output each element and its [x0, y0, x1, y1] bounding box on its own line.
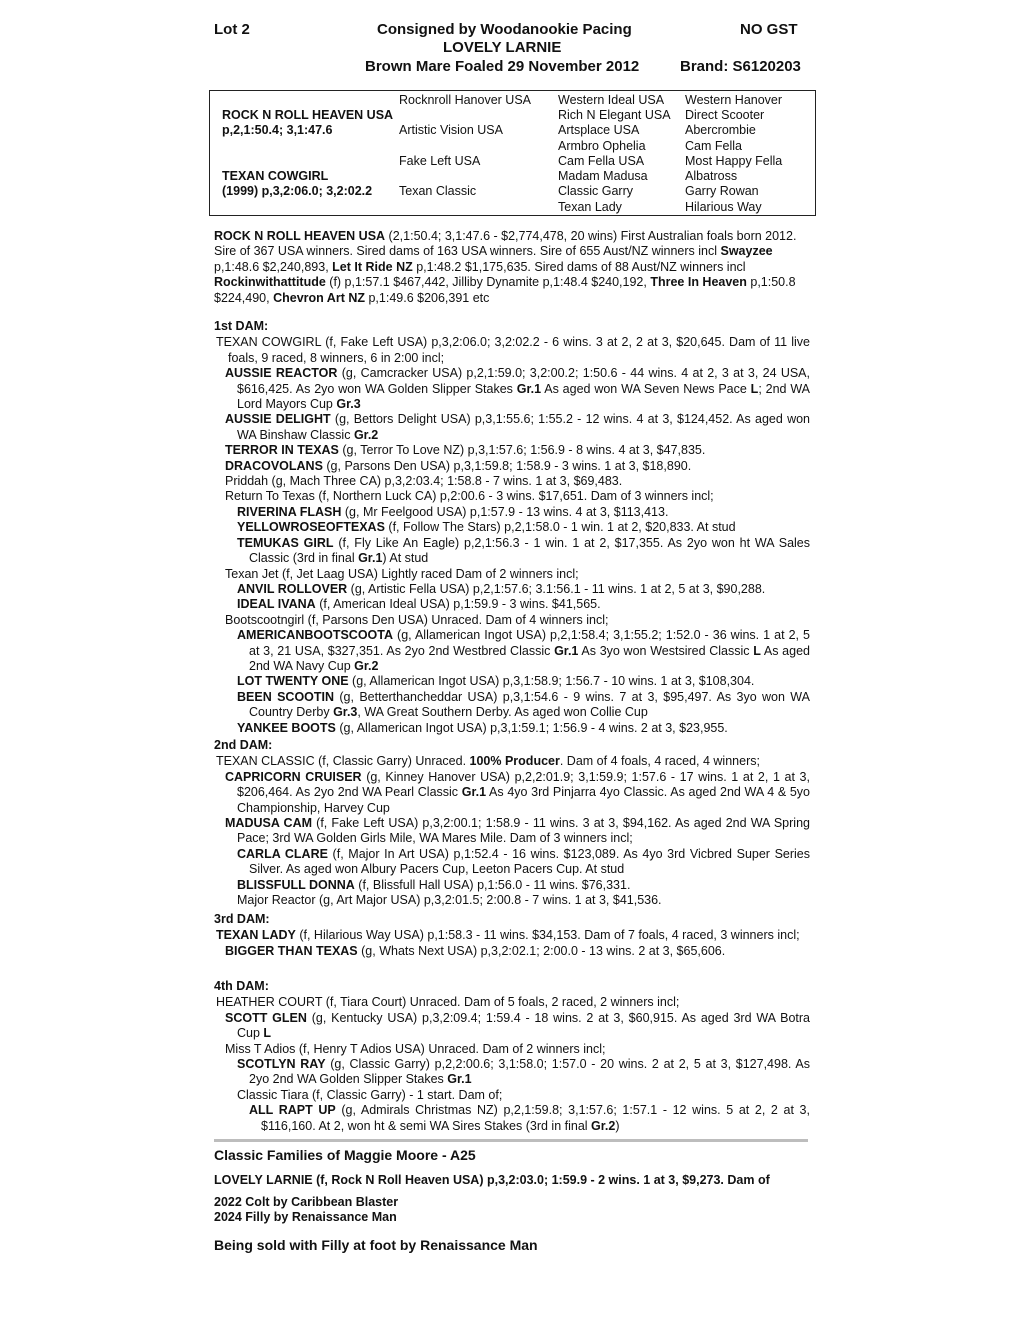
dam-section: [214, 738, 810, 908]
pedigree-g1-name: Fake Left USA: [399, 154, 481, 168]
dam-entry: Texan Jet (f, Jet Laag USA) Lightly raced Dam of 2 winners incl;: [225, 566, 579, 581]
pedigree-g3-name: Direct Scooter: [685, 108, 765, 122]
pedigree-g3-name: Hilarious Way: [685, 200, 762, 214]
dam-section: [214, 979, 810, 1134]
dam-entry: BIGGER THAN TEXAS (g, Whats Next USA) p,3,2:02.1; 2:00.0 - 13 wins. 2 at 3, $65,606.: [225, 943, 726, 958]
dam-heading: 1st DAM:: [214, 319, 269, 333]
pedigree-g3-name: Cam Fella: [685, 139, 742, 153]
pedigree-dam-record: (1999) p,3,2:06.0; 3,2:02.2: [222, 184, 373, 198]
dam-entry: YELLOWROSEOFTEXAS (f, Follow The Stars) p,2,1:58.0 - 1 win. 1 at 2, $20,833. At stud: [237, 520, 736, 535]
dam-entry: RIVERINA FLASH (g, Mr Feelgood USA) p,1:57.9 - 13 wins. 4 at 3, $113,413.: [237, 504, 669, 519]
sale-note: Being sold with Filly at foot by Renaissance Man: [214, 1237, 538, 1253]
family-line: Classic Families of Maggie Moore - A25: [214, 1147, 476, 1163]
dam-entry: ANVIL ROLLOVER (g, Artistic Fella USA) p,2,1:57.6; 3.1:56.1 - 11 wins. 1 at 2, 5 at 3, $90,288.: [237, 581, 766, 596]
pedigree-g1-name: Artistic Vision USA: [399, 123, 503, 137]
pedigree-g3-name: Most Happy Fella: [685, 154, 783, 168]
dam-heading: 3rd DAM:: [214, 912, 270, 926]
progeny-item: 2024 Filly by Renaissance Man: [214, 1210, 397, 1224]
dam-entry: AMERICANBOOTSCOOTA (g, Allamerican Ingot USA) p,2,1:58.4; 3,1:55.2; 1:52.0 - 36 wins. 1 at 2, 5 at 3, 21 USA, $327,351. As 2yo 2nd Westbred Classic Gr.1 As 3yo won Westsired Classic L As aged 2nd WA Navy Cup Gr.2: [237, 628, 810, 673]
pedigree-g3-name: Abercrombie: [685, 123, 756, 137]
dam-entry: Major Reactor (g, Art Major USA) p,3,2:01.5; 2:00.8 - 7 wins. 1 at 3, $41,536.: [237, 893, 662, 908]
pedigree-g1-name: Texan Classic: [399, 184, 477, 198]
dam-entry: CAPRICORN CRUISER (g, Kinney Hanover USA) p,2,2:01.9; 3,1:59.9; 1:57.6 - 17 wins. 1 at 2, 1 at 3, $206,464. As 2yo 2nd WA Pearl Classic Gr.1 As 4yo 3rd Pinjarra 4yo Classic. As aged 2nd WA 4 & 5yo Championship, Harvey Cup: [225, 769, 810, 815]
dam-entry: Miss T Adios (f, Henry T Adios USA) Unraced. Dam of 2 winners incl;: [225, 1041, 606, 1056]
pedigree-g2-name: Rich N Elegant USA: [558, 108, 671, 122]
dam-entry: Bootscootngirl (f, Parsons Den USA) Unraced. Dam of 4 winners incl;: [225, 612, 609, 627]
pedigree-g1-name: Rocknroll Hanover USA: [399, 93, 531, 107]
gst-status: NO GST: [740, 21, 798, 38]
pedigree-g3-name: Western Hanover: [685, 93, 783, 107]
dam-entry: ALL RAPT UP (g, Admirals Christmas NZ) p,2,1:59.8; 3,1:57.6; 1:57.1 - 12 wins. 5 at 2, 2 at 3, $116,160. At 2, won ht & semi WA Sires Stakes (3rd in final Gr.2): [249, 1103, 810, 1133]
horse-description: Brown Mare Foaled 29 November 2012: [365, 58, 640, 75]
brand: Brand: S6120203: [680, 58, 801, 75]
consignor: Consigned by Woodanookie Pacing: [377, 21, 632, 38]
pedigree-g3-name: Garry Rowan: [685, 184, 759, 198]
pedigree-g2-name: Madam Madusa: [558, 169, 648, 183]
dam-entry: TEMUKAS GIRL (f, Fly Like An Eagle) p,2,1:56.3 - 1 win. 1 at 2, $17,355. As 2yo won ht WA Sales Classic (3rd in final Gr.1) At stud: [237, 535, 811, 566]
dam-entry: SCOTT GLEN (g, Kentucky USA) p,3,2:09.4; 1:59.4 - 18 wins. 2 at 3, $60,915. As aged 3rd WA Botra Cup L: [225, 1010, 811, 1041]
dam-entry: SCOTLYN RAY (g, Classic Garry) p,2,2:00.6; 3,1:58.0; 1:57.0 - 20 wins. 2 at 2, 5 at 3, $127,498. As 2yo 2nd WA Golden Slipper Stakes Gr.1: [237, 1057, 810, 1087]
pedigree-g2-name: Western Ideal USA: [558, 93, 665, 107]
dam-section: [214, 319, 810, 736]
dam-entry: DRACOVOLANS (g, Parsons Den USA) p,3,1:59.8; 1:58.9 - 3 wins. 1 at 3, $18,890.: [225, 458, 692, 473]
sire-notes: ROCK N ROLL HEAVEN USA (2,1:50.4; 3,1:47.6 - $2,774,478, 20 wins) First Australian foals born 2012. Sire of 367 USA winners. Sired dams of 163 USA winners. Sire of 655 Aust/NZ winners incl Swayzee p,1:48.6 $2,240,893, Let It Ride NZ p,1:48.2 $1,175,635. Sired dams of 88 Aust/NZ winners incl Rockinwithattitude (f) p,1:57.1 $467,442, Jilliby Dynamite p,1:48.4 $240,192, Three In Heaven p,1:50.8 $224,490, Chevron Art NZ p,1:49.6 $206,391 etc: [214, 229, 797, 305]
dam-heading: 4th DAM:: [214, 979, 269, 993]
dam-entry: AUSSIE REACTOR (g, Camcracker USA) p,2,1:59.0; 3,2:00.2; 1:50.6 - 44 wins. 4 at 2, 3 at 3, 24 USA, $616,425. As 2yo won WA Golden Slipper Stakes Gr.1 As aged won WA Seven News Pace L; 2nd WA Lord Mayors Cup Gr.3: [225, 366, 811, 412]
pedigree-g2-name: Texan Lady: [558, 200, 622, 214]
pedigree-table: [209, 90, 816, 216]
dam-entry: TERROR IN TEXAS (g, Terror To Love NZ) p,3,1:57.6; 1:56.9 - 8 wins. 4 at 3, $47,835.: [225, 443, 706, 458]
divider: [214, 1139, 808, 1142]
dam-entry: TEXAN LADY (f, Hilarious Way USA) p,1:58.3 - 11 wins. $34,153. Dam of 7 foals, 4 raced, 3 winners incl;: [216, 928, 800, 943]
dam-entry: Classic Tiara (f, Classic Garry) - 1 start. Dam of;: [237, 1087, 503, 1102]
dam-entry: HEATHER COURT (f, Tiara Court) Unraced. Dam of 5 foals, 2 raced, 2 winners incl;: [216, 995, 680, 1010]
dam-entry: Priddah (g, Mach Three CA) p,3,2:03.4; 1:58.8 - 7 wins. 1 at 3, $69,483.: [225, 474, 623, 489]
dam-entry: BLISSFULL DONNA (f, Blissfull Hall USA) p,1:56.0 - 11 wins. $76,331.: [237, 877, 631, 892]
dam-entry: TEXAN CLASSIC (f, Classic Garry) Unraced. 100% Producer. Dam of 4 foals, 4 raced, 4 winners;: [216, 754, 760, 769]
dam-entry: YANKEE BOOTS (g, Allamerican Ingot USA) p,3,1:59.1; 1:56.9 - 4 wins. 2 at 3, $23,955.: [237, 720, 728, 735]
dam-entry: BEEN SCOOTIN (g, Betterthancheddar USA) p,3,1:54.6 - 9 wins. 7 at 3, $95,497. As 3yo won WA Country Derby Gr.3, WA Great Southern Derby. As aged won Collie Cup: [237, 689, 810, 720]
pedigree-g2-name: Classic Garry: [558, 184, 634, 198]
progeny-item: 2022 Colt by Caribbean Blaster: [214, 1195, 399, 1209]
dam-entry: LOT TWENTY ONE (g, Allamerican Ingot USA) p,3,1:58.9; 1:56.7 - 10 wins. 1 at 3, $108,304.: [237, 674, 755, 689]
dam-entry: IDEAL IVANA (f, American Ideal USA) p,1:59.9 - 3 wins. $41,565.: [237, 597, 601, 612]
horse-summary: LOVELY LARNIE (f, Rock N Roll Heaven USA) p,3,2:03.0; 1:59.9 - 2 wins. 1 at 3, $9,273. Dam of: [214, 1173, 770, 1187]
pedigree-sire-record: p,2,1:50.4; 3,1:47.6: [222, 123, 333, 137]
dam-entry: Return To Texas (f, Northern Luck CA) p,2:00.6 - 3 wins. $17,651. Dam of 3 winners incl;: [225, 489, 714, 504]
pedigree-g2-name: Armbro Ophelia: [558, 139, 646, 153]
dam-heading: 2nd DAM:: [214, 738, 273, 752]
pedigree-g3-name: Albatross: [685, 169, 738, 183]
horse-name: LOVELY LARNIE: [443, 39, 562, 56]
dam-entry: MADUSA CAM (f, Fake Left USA) p,3,2:00.1; 1:58.9 - 11 wins. 3 at 3, $94,162. As aged 2nd WA Spring Pace; 3rd WA Golden Girls Mile, WA Mares Mile. Dam of 3 winners incl;: [225, 816, 810, 846]
dam-section: [214, 912, 810, 959]
pedigree-dam: TEXAN COWGIRL: [222, 169, 329, 183]
pedigree-g2-name: Artsplace USA: [558, 123, 640, 137]
dam-entry: TEXAN COWGIRL (f, Fake Left USA) p,3,2:06.0; 3,2:02.2 - 6 wins. 3 at 2, 2 at 3, $20,645. Dam of 11 live foals, 9 raced, 8 winners, 6 in 2:00 incl;: [216, 335, 810, 365]
dam-entry: CARLA CLARE (f, Major In Art USA) p,1:52.4 - 16 wins. $123,089. As 4yo 3rd Vicbred Super Series Silver. As aged won Albury Pacers Cup, Leeton Pacers Cup. At stud: [237, 846, 810, 877]
pedigree-g2-name: Cam Fella USA: [558, 154, 645, 168]
lot-number: Lot 2: [214, 21, 250, 38]
pedigree-sire: ROCK N ROLL HEAVEN USA: [222, 108, 394, 122]
dam-entry: AUSSIE DELIGHT (g, Bettors Delight USA) p,3,1:55.6; 1:55.2 - 12 wins. 4 at 3, $124,452. As aged won WA Binshaw Classic Gr.2: [225, 412, 811, 442]
